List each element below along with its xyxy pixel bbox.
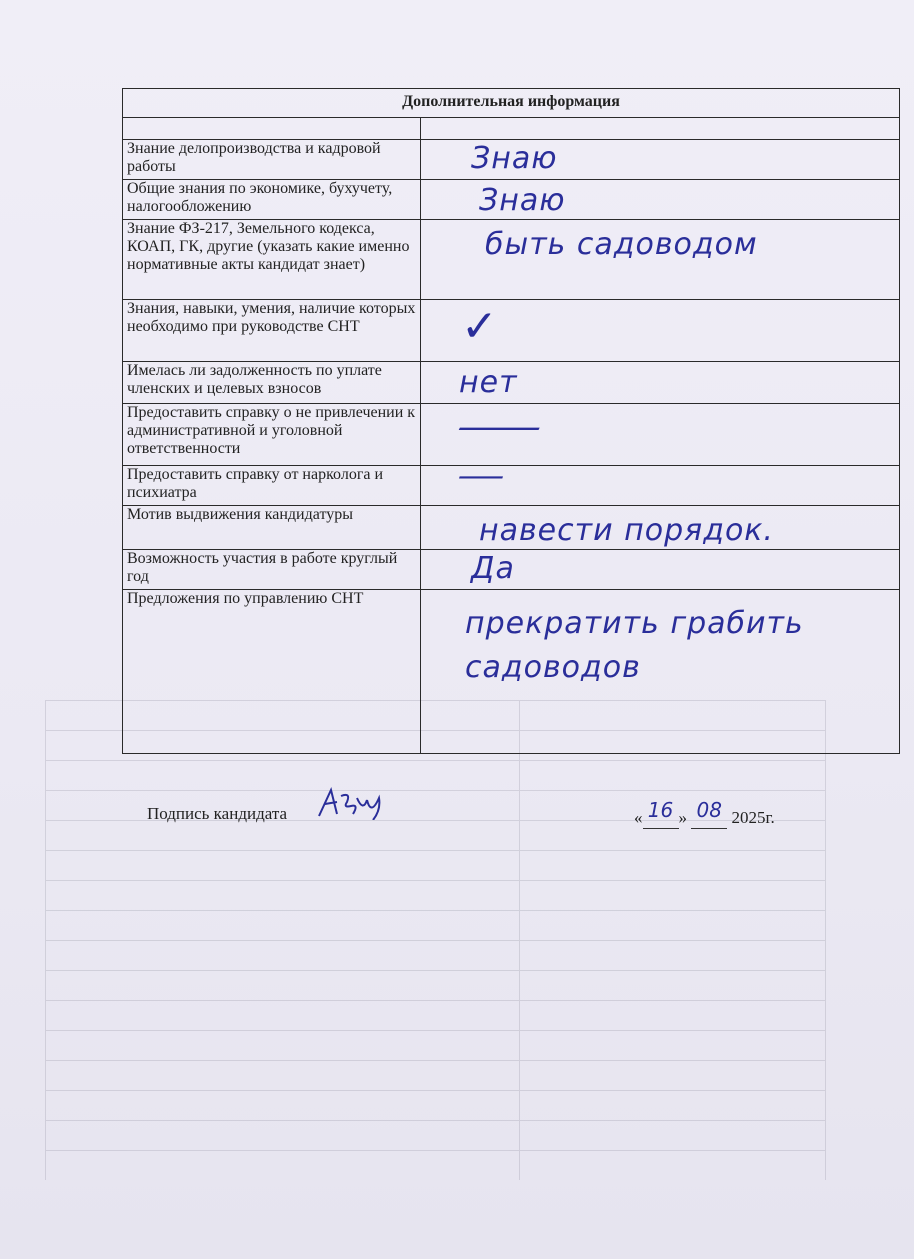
handwritten-answer: Знаю (479, 183, 566, 218)
handwritten-answer: нет (459, 365, 518, 400)
handwritten-answer: прекратить грабить садоводов (465, 606, 804, 685)
row-answer (421, 362, 900, 404)
row-label: Имелась ли задолженность по уплате членских и целевых взносов (123, 362, 421, 404)
signature-label: Подпись кандидата (147, 804, 288, 823)
handwritten-answer: навести порядок. (479, 513, 774, 548)
date-day: 16 (647, 798, 674, 822)
table-header: Дополнительная информация (123, 89, 900, 118)
date (634, 798, 775, 829)
date-year: 2025г. (731, 808, 775, 827)
handwritten-answer: — (457, 459, 507, 494)
handwritten-answer: ✓ (461, 301, 499, 352)
row-answer (421, 506, 900, 550)
handwritten-answer: Да (471, 551, 515, 586)
row-answer (421, 459, 900, 506)
row-answer (421, 590, 900, 754)
row-label: Предложения по управлению СНТ (123, 590, 421, 754)
row-answer (421, 140, 900, 180)
row-answer (421, 220, 900, 300)
bleed-through-table (45, 700, 825, 1180)
open-quote: « (634, 808, 643, 827)
handwritten-answer: — (455, 407, 546, 447)
row-label: Мотив выдвижения кандидатуры (123, 506, 421, 550)
handwritten-answer: быть садоводом (485, 227, 758, 262)
row-label: Предоставить справку от нарколога и психиатра (123, 466, 421, 506)
row-label: Знание ФЗ-217, Земельного кодекса, КОАП, ГК, другие (указать какие именно нормативные акты кандидат знает) (123, 220, 421, 300)
handwritten-answer: Знаю (471, 141, 558, 176)
row-answer (421, 550, 900, 590)
additional-info-table (122, 88, 900, 754)
row-label: Возможность участия в работе круглый год (123, 550, 421, 590)
row-answer (421, 180, 900, 220)
date-month: 08 (696, 798, 722, 822)
row-label: Знание делопроизводства и кадровой работы (123, 140, 421, 180)
empty-cell (123, 118, 421, 140)
close-quote: » (678, 808, 687, 827)
row-answer (421, 404, 900, 466)
row-label: Знания, навыки, умения, наличие которых необходимо при руководстве СНТ (123, 300, 421, 362)
row-label: Предоставить справку о не привлечении к административной и уголовной ответственности (123, 404, 421, 466)
empty-cell (421, 118, 900, 140)
signature-mark (317, 786, 387, 820)
row-label: Общие знания по экономике, бухучету, налогообложению (123, 180, 421, 220)
row-answer (421, 300, 900, 362)
